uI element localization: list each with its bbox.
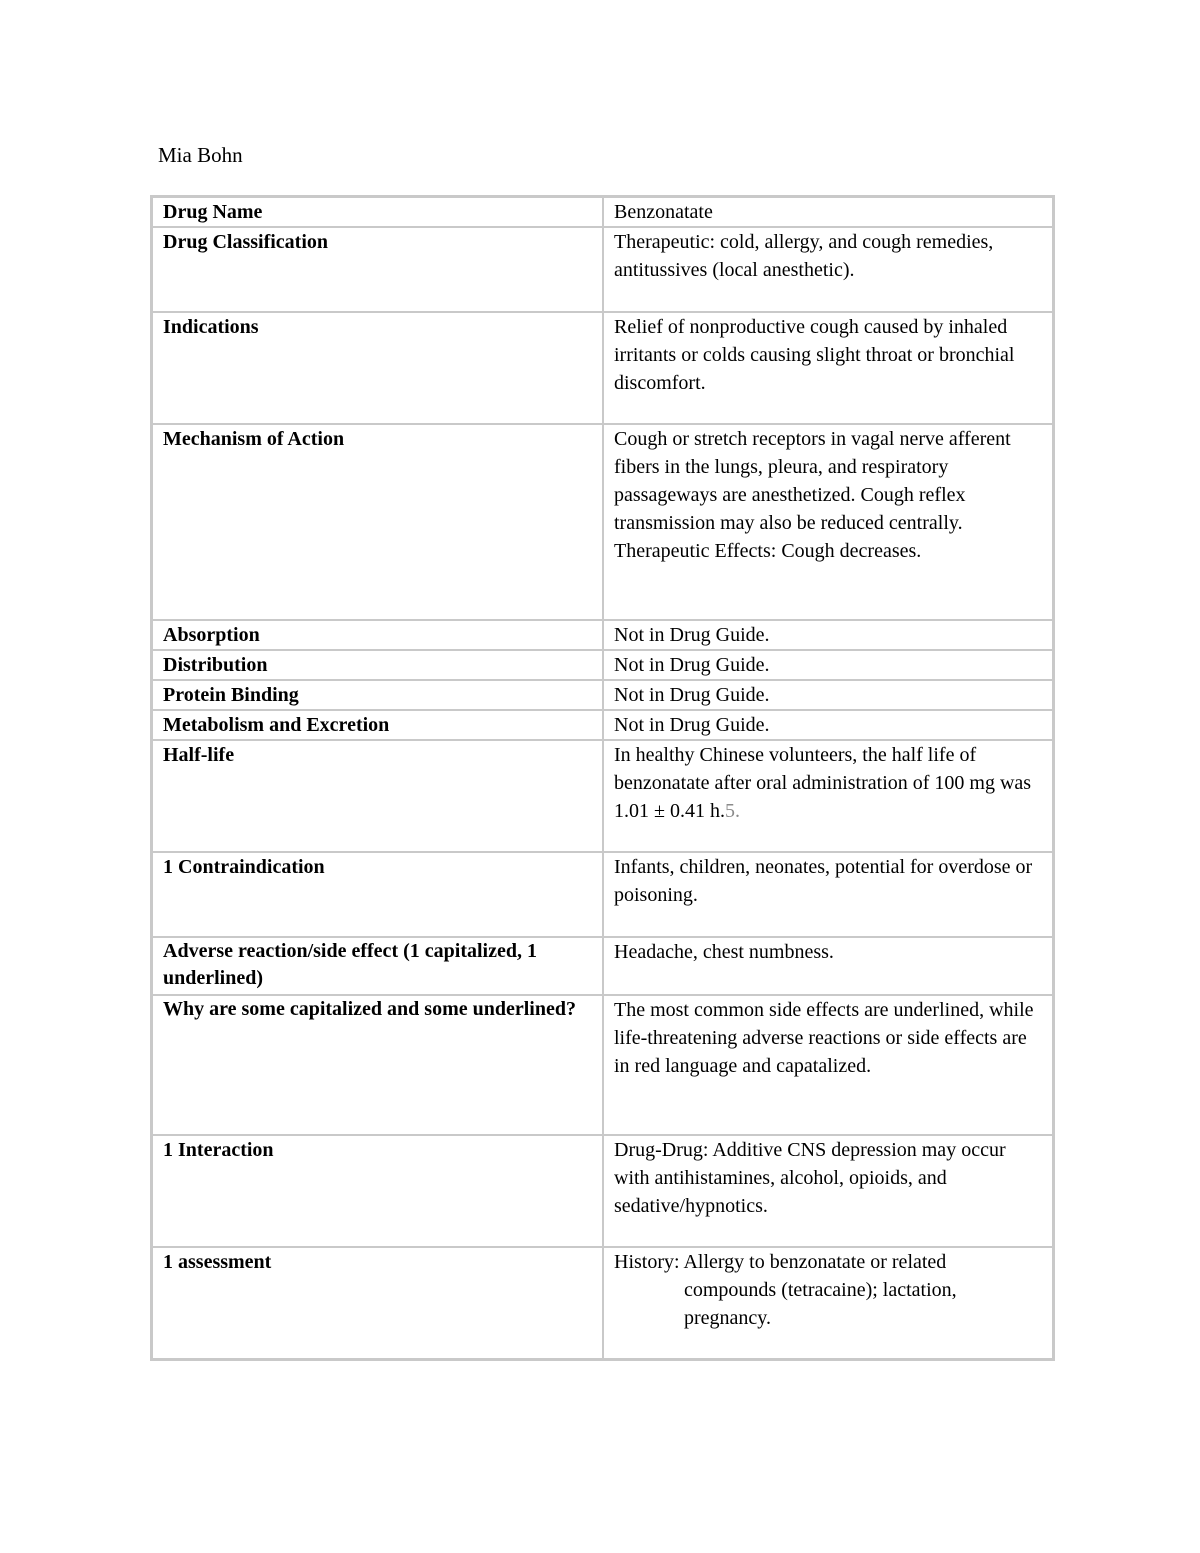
table-row [152,995,1053,1135]
assessment-first-line: History: Allergy to benzonatate or related [614,1251,947,1273]
table-row [152,937,1053,995]
table-row [152,1135,1053,1247]
row-label: 1 assessment [152,1247,603,1359]
row-label: Adverse reaction/side effect (1 capitalized, 1 underlined) [152,937,603,995]
table-row [152,620,1053,650]
table-row [152,1247,1053,1359]
row-value: Headache, chest numbness. [603,937,1053,995]
table-row [152,710,1053,740]
row-value [603,1247,1053,1359]
row-value: Not in Drug Guide. [603,680,1053,710]
row-value: Benzonatate [603,197,1053,227]
row-value: Not in Drug Guide. [603,620,1053,650]
row-value: Therapeutic: cold, allergy, and cough remedies, antitussives (local anesthetic). [603,227,1053,312]
row-label: 1 Interaction [152,1135,603,1247]
row-label: Absorption [152,620,603,650]
half-life-text: In healthy Chinese volunteers, the half life of benzonatate after oral administration of 100 mg was 1.01 ± 0.41 h. [614,744,1032,822]
row-label: Indications [152,312,603,424]
table-row [152,852,1053,937]
table-row [152,650,1053,680]
row-value: Not in Drug Guide. [603,710,1053,740]
author-name: Mia Bohn [158,143,243,167]
row-label: Mechanism of Action [152,424,603,620]
row-value: Not in Drug Guide. [603,650,1053,680]
table-row [152,197,1053,227]
row-value: Infants, children, neonates, potential for overdose or poisoning. [603,852,1053,937]
drug-card-table [150,195,1055,1361]
row-value [603,740,1053,852]
table-row [152,227,1053,312]
row-value: Drug-Drug: Additive CNS depression may occur with antihistamines, alcohol, opioids, and sedative/hypnotics. [603,1135,1053,1247]
assessment-indented-text: compounds (tetracaine); lactation, pregnancy. [684,1279,957,1329]
row-label: 1 Contraindication [152,852,603,937]
row-value: Relief of nonproductive cough caused by inhaled irritants or colds causing slight throat or bronchial discomfort. [603,312,1053,424]
row-label: Why are some capitalized and some underlined? [152,995,603,1135]
row-label: Protein Binding [152,680,603,710]
row-label: Distribution [152,650,603,680]
footnote-reference: 5. [724,800,740,822]
table-row [152,424,1053,620]
table-row [152,680,1053,710]
row-value: Cough or stretch receptors in vagal nerve afferent fibers in the lungs, pleura, and respiratory passageways are anesthetized. Cough reflex transmission may also be reduced centrally. Therapeutic Effects: Cough decreases. [603,424,1053,620]
row-label: Half-life [152,740,603,852]
table-row [152,312,1053,424]
row-value: The most common side effects are underlined, while life-threatening adverse reactions or side effects are in red language and capatalized. [603,995,1053,1135]
row-label: Drug Name [152,197,603,227]
row-label: Drug Classification [152,227,603,312]
row-label: Metabolism and Excretion [152,710,603,740]
table-row [152,740,1053,852]
